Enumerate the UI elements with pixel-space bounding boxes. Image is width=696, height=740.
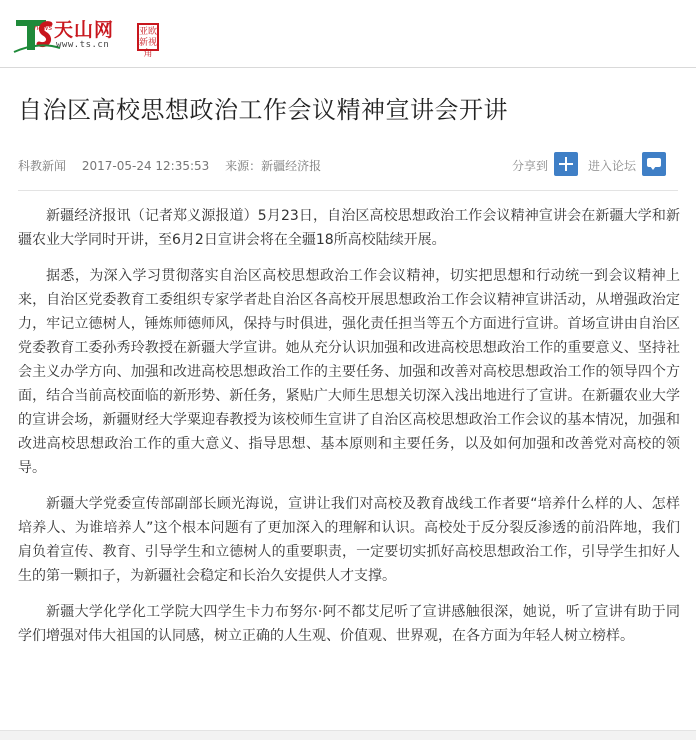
article-source: 来源：新疆经济报 <box>225 159 322 173</box>
share-plus-icon[interactable] <box>554 152 578 176</box>
meta-divider <box>18 190 678 191</box>
forum-chat-icon[interactable] <box>642 152 666 176</box>
meta-info <box>18 157 333 174</box>
article-category[interactable]: 科教新闻 <box>18 159 67 173</box>
article-title: 自治区高校思想政治工作会议精神宣讲会开讲 <box>18 96 508 124</box>
article-paragraph: 新疆大学化学化工学院大四学生卡力布努尔·阿不都艾尼听了宣讲感触很深，她说，听了宣讲有助于同学们增强对伟大祖国的认同感，树立正确的人生观、价值观、世界观，在各方面为年轻人树立榜样。 <box>18 604 680 644</box>
forum-link[interactable]: 进入论坛 <box>588 159 637 173</box>
site-header <box>0 0 696 68</box>
bottom-bar <box>0 730 696 740</box>
article-meta <box>18 150 678 180</box>
logo-news-tag: news <box>34 24 53 32</box>
logo-url: www.ts.cn <box>56 40 110 50</box>
article-body <box>18 204 680 660</box>
article-paragraph: 据悉，为深入学习贯彻落实自治区高校思想政治工作会议精神，切实把思想和行动统一到会议精神上来，自治区党委教育工委组织专家学者赴自治区各高校开展思想政治工作会议精神宣讲活动，从增强政治定力，牢记立德树人，锤炼师德师风，保持与时俱进，强化责任担当等五个方面进行宣讲。首场宣讲由自治区党委教育工委孙秀玲教授在新疆大学宣讲。她从充分认识加强和改进高校思想政治工作的重要意义、坚持社会主义办学方向、加强和改进高校思想政治工作的主要任务、加强和改善对高校思想政治工作的领导四个方面，结合当前高校面临的新形势、新任务，紧贴广大师生思想关切深入浅出地进行了宣讲。在新疆农业大学的宣讲会场，新疆财经大学粟迎春教授为该校师生宣讲了自治区高校思想政治工作会议的基本情况，加强和改进高校思想政治工作的重大意义、指导思想、基本原则和主要任务，以及如何加强和改善党对高校的领导。 <box>18 268 680 476</box>
article-timestamp: 2017-05-24 12:35:53 <box>81 159 210 173</box>
article-paragraph: 新疆经济报讯（记者郑义源报道）5月23日，自治区高校思想政治工作会议精神宣讲会在新疆大学和新疆农业大学同时开讲，至6月2日宣讲会将在全疆18所高校陆续开展。 <box>18 208 680 248</box>
seal-badge: 亚欧新视角 <box>137 23 159 51</box>
share-label: 分享到 <box>512 159 549 173</box>
article-paragraph: 新疆大学党委宣传部副部长顾光海说，宣讲让我们对高校及教育战线工作者要“培养什么样的人、怎样培养人、为谁培养人”这个根本问题有了更加深入的理解和认识。高校处于反分裂反渗透的前沿阵地，我们肩负着宣传、教育、引导学生和立德树人的重要职责，一定要切实抓好高校思想政治工作，引导学生扣好人生的第一颗扣子，为新疆社会稳定和长治久安提供人才支撑。 <box>18 496 680 584</box>
logo-name[interactable]: 天山网 <box>54 19 115 41</box>
